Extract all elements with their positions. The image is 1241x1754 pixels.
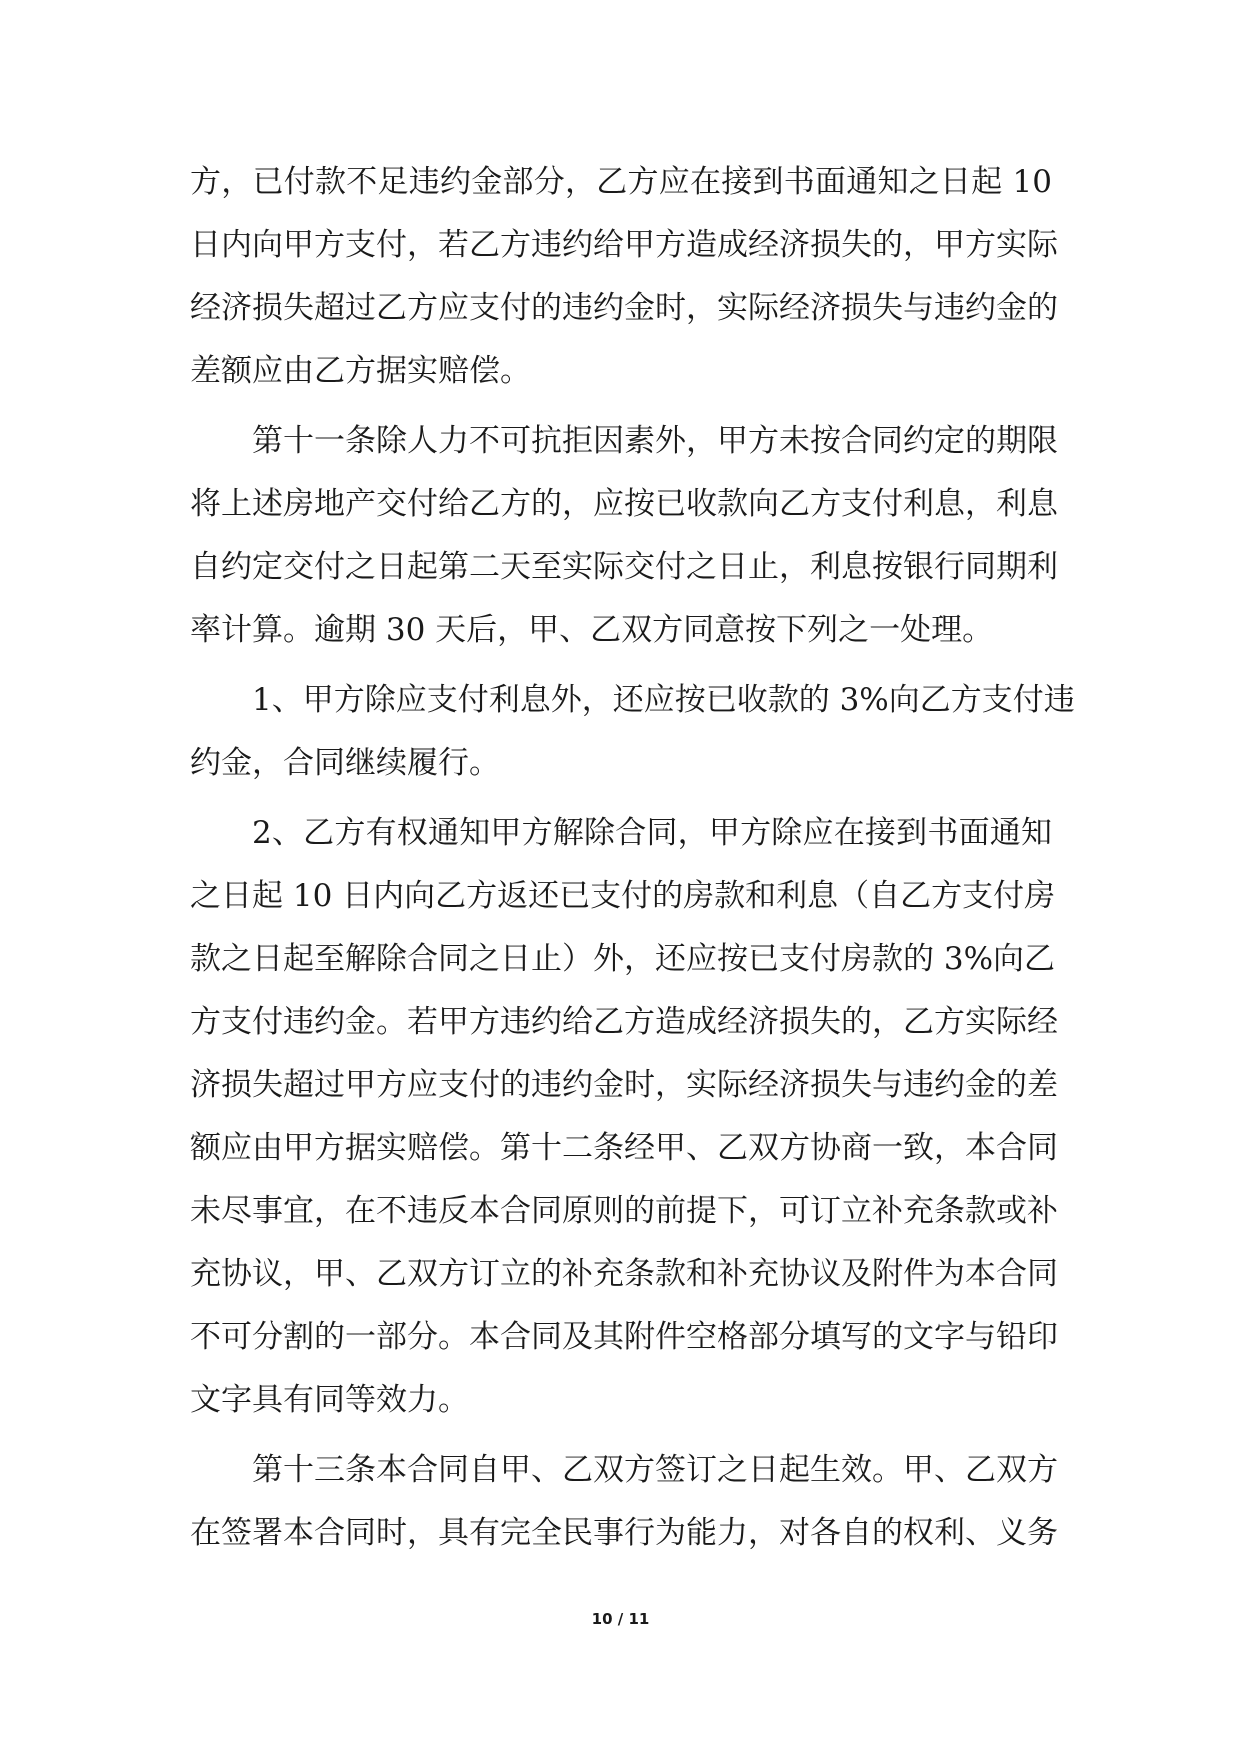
text-line-12: 之日起 10 日内向乙方返还已支付的房款和利息（自乙方支付房 xyxy=(190,878,1056,914)
text-line-9: 1、甲方除应支付利息外，还应按已收款的 3%向乙方支付违 xyxy=(252,682,1075,718)
text-line-17: 未尽事宜，在不违反本合同原则的前提下，可订立补充条款或补 xyxy=(190,1193,1058,1229)
text-line-11: 2、乙方有权通知甲方解除合同，甲方除应在接到书面通知 xyxy=(252,815,1052,851)
text-line-16: 额应由甲方据实赔偿。第十二条经甲、乙双方协商一致，本合同 xyxy=(190,1130,1058,1166)
text-line-7: 自约定交付之日起第二天至实际交付之日止，利息按银行同期利 xyxy=(190,549,1058,585)
text-line-4: 差额应由乙方据实赔偿。 xyxy=(190,353,531,389)
text-line-18: 充协议，甲、乙双方订立的补充条款和补充协议及附件为本合同 xyxy=(190,1256,1058,1292)
text-line-5: 第十一条除人力不可抗拒因素外，甲方未按合同约定的期限 xyxy=(252,423,1058,459)
text-line-21: 第十三条本合同自甲、乙双方签订之日起生效。甲、乙双方 xyxy=(252,1452,1058,1488)
text-line-1: 方，已付款不足违约金部分，乙方应在接到书面通知之日起 10 xyxy=(190,164,1052,200)
text-line-3: 经济损失超过乙方应支付的违约金时，实际经济损失与违约金的 xyxy=(190,290,1058,326)
text-line-22: 在签署本合同时，具有完全民事行为能力，对各自的权利、义务 xyxy=(190,1515,1058,1551)
text-line-14: 方支付违约金。若甲方违约给乙方造成经济损失的，乙方实际经 xyxy=(190,1004,1058,1040)
text-line-15: 济损失超过甲方应支付的违约金时，实际经济损失与违约金的差 xyxy=(190,1067,1058,1103)
text-line-2: 日内向甲方支付，若乙方违约给甲方造成经济损失的，甲方实际 xyxy=(190,227,1058,263)
text-line-20: 文字具有同等效力。 xyxy=(190,1382,469,1418)
text-line-13: 款之日起至解除合同之日止）外，还应按已支付房款的 3%向乙 xyxy=(190,941,1056,977)
text-line-19: 不可分割的一部分。本合同及其附件空格部分填写的文字与铅印 xyxy=(190,1319,1058,1355)
text-line-6: 将上述房地产交付给乙方的，应按已收款向乙方支付利息，利息 xyxy=(190,486,1058,522)
page-number: 10 / 11 xyxy=(591,1610,650,1628)
text-line-8: 率计算。逾期 30 天后，甲、乙双方同意按下列之一处理。 xyxy=(190,612,994,648)
text-line-10: 约金，合同继续履行。 xyxy=(190,745,500,781)
